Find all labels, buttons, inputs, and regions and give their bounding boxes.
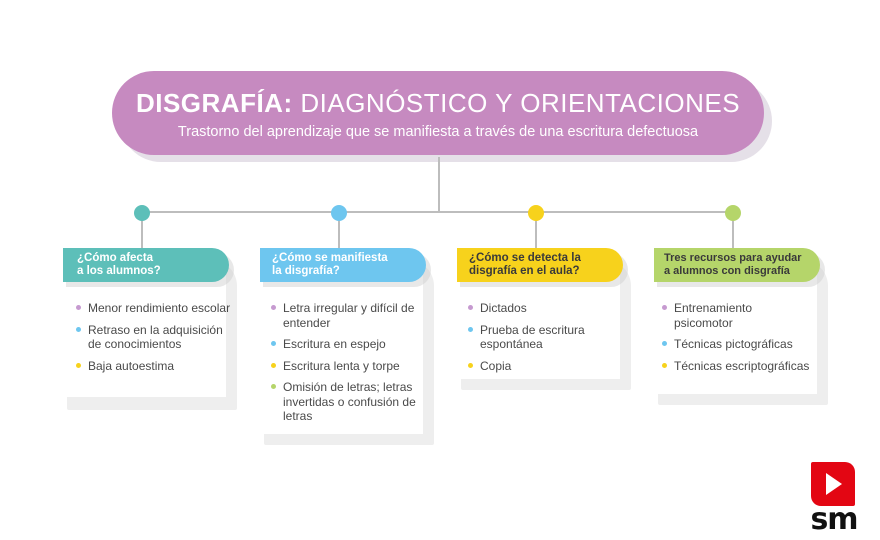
list-item xyxy=(271,359,427,374)
list-item xyxy=(271,301,427,330)
list-item xyxy=(662,337,812,352)
bullet-icon xyxy=(271,363,276,368)
connector-horizontal xyxy=(141,211,733,213)
bullet-icon xyxy=(271,384,276,389)
list-item-text: Omisión de letras; letras invertidas o confusión de letras xyxy=(283,380,416,423)
list-item-text: Retraso en la adquisición de conocimientos xyxy=(88,322,223,351)
section-heading-1-line2: a los alumnos? xyxy=(77,265,161,277)
list-item-text: Prueba de escritura espontánea xyxy=(480,322,585,351)
section-heading-4-line2: a alumnos con disgrafía xyxy=(664,265,790,277)
list-item xyxy=(468,323,618,352)
node-dot-3 xyxy=(528,205,544,221)
bullet-icon xyxy=(76,327,81,332)
section-heading-3 xyxy=(457,248,623,282)
section-heading-2-line2: la disgrafía? xyxy=(272,265,340,277)
section-list-1 xyxy=(76,301,234,380)
bullet-icon xyxy=(271,305,276,310)
list-item-text: Técnicas escriptográficas xyxy=(674,358,810,373)
sm-logo-icon xyxy=(811,462,855,506)
list-item xyxy=(76,323,234,352)
bullet-icon xyxy=(271,341,276,346)
title-rest: DIAGNÓSTICO Y ORIENTACIONES xyxy=(300,88,741,118)
bullet-icon xyxy=(662,341,667,346)
page-subtitle: Trastorno del aprendizaje que se manifiesta a través de una escritura defectuosa xyxy=(177,124,699,140)
list-item-text: Baja autoestima xyxy=(88,358,175,373)
bullet-icon xyxy=(76,363,81,368)
brand-logo-text: sm xyxy=(810,502,858,537)
list-item-text: Técnicas pictográficas xyxy=(674,337,793,351)
list-item xyxy=(662,301,812,330)
section-heading-4 xyxy=(654,248,820,282)
connector-vertical xyxy=(438,157,440,212)
section-heading-3-line2: disgrafía en el aula? xyxy=(469,265,580,277)
bullet-icon xyxy=(468,327,473,332)
list-item-text: Escritura lenta y torpe xyxy=(283,358,400,373)
list-item-text: Menor rendimiento escolar xyxy=(88,301,231,315)
list-item-text: Letra irregular y difícil de entender xyxy=(283,301,415,330)
section-list-3 xyxy=(468,301,618,380)
section-heading-1 xyxy=(63,248,229,282)
list-item-text: Escritura en espejo xyxy=(283,337,386,351)
list-item xyxy=(468,359,618,374)
list-item xyxy=(662,359,812,374)
page-title xyxy=(112,88,764,119)
section-heading-2-line1: ¿Cómo se manifiesta xyxy=(272,252,388,264)
list-item xyxy=(468,301,618,316)
section-list-2 xyxy=(271,301,427,431)
node-dot-4 xyxy=(725,205,741,221)
list-item xyxy=(271,337,427,352)
bullet-icon xyxy=(76,305,81,310)
node-dot-1 xyxy=(134,205,150,221)
section-list-4 xyxy=(662,301,812,380)
list-item-text: Dictados xyxy=(480,301,527,315)
title-bold: DISGRAFÍA: xyxy=(135,88,293,118)
section-heading-4-line1: Tres recursos para ayudar xyxy=(664,252,802,264)
list-item-text: Entrenamiento psicomotor xyxy=(674,301,753,330)
bullet-icon xyxy=(662,305,667,310)
section-heading-1-line1: ¿Cómo afecta xyxy=(77,252,154,264)
list-item-text: Copia xyxy=(480,358,512,373)
bullet-icon xyxy=(468,305,473,310)
list-item xyxy=(76,359,234,374)
title-banner xyxy=(112,71,764,155)
bullet-icon xyxy=(468,363,473,368)
section-heading-3-line1: ¿Cómo se detecta la xyxy=(469,252,581,264)
list-item xyxy=(76,301,234,316)
bullet-icon xyxy=(662,363,667,368)
play-triangle-icon xyxy=(826,473,842,495)
list-item xyxy=(271,380,427,424)
section-heading-2 xyxy=(260,248,426,282)
node-dot-2 xyxy=(331,205,347,221)
